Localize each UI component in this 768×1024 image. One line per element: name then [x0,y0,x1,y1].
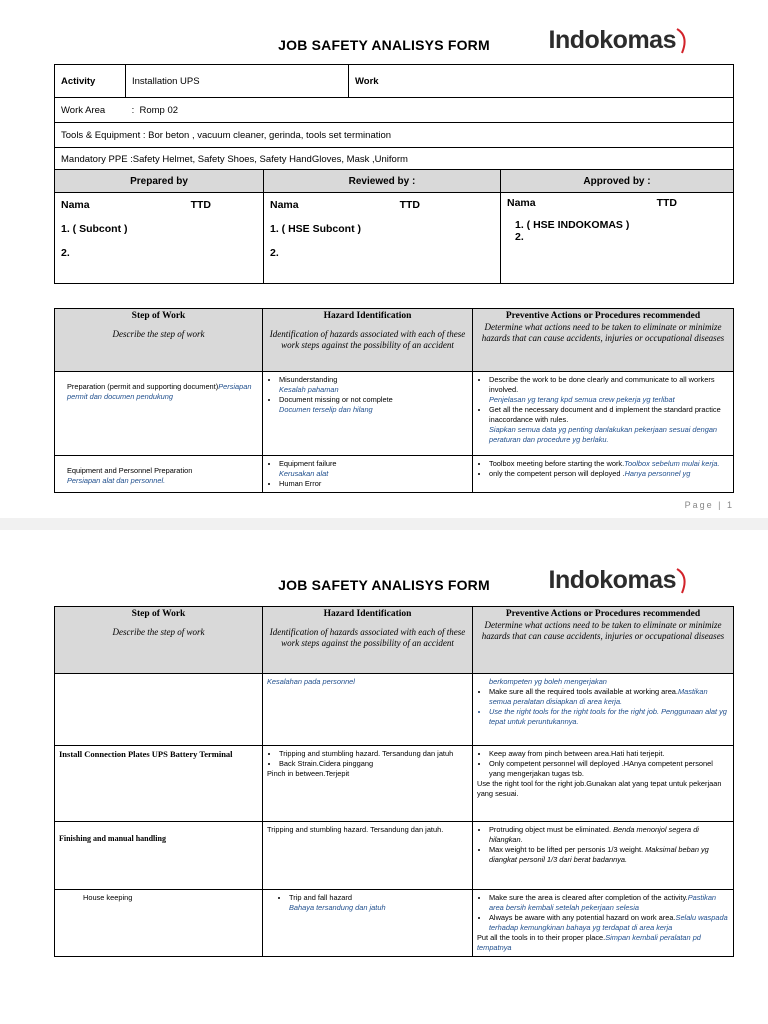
logo-text: Indokomas [548,26,676,54]
step-install-connection-plates: Install Connection Plates UPS Battery Terminal [55,746,263,822]
work-label: Work [349,65,734,98]
signature-table [54,169,734,284]
company-logo [549,26,690,56]
preventive-continued: berkompeten yg boleh mengerjakan • Make sure all the required tools available at working area.Mastikan semua peralatan disiapkan di area kerja. • Use the right tools for the right tools for the right job. Penggunaan alat yg tepat untuk peruntukannya. [473,674,734,746]
approved-by-cell [501,193,734,284]
form-title: JOB SAFETY ANALISYS FORM [278,37,490,53]
preventive-actions-header: Preventive Actions or Procedures recommended Determine what actions need to be taken to eliminate or minimize hazards that can cause accidents, injuries or occupational diseases [473,607,734,674]
nama-label: Nama [507,197,536,209]
reviewed-line-2: 2. [270,247,279,259]
ttd-label: TTD [399,199,420,211]
preventive-finishing-manual-handling: • Protruding object must be eliminated. Benda menonjol segera di hilangkan. • Max weight to be lifted per personis 1/3 weight. Maksimal beban yg diangkat personil 1/3 dari berat badannya. [473,822,734,890]
hazard-preparation: • Misunderstanding Kesalah pahaman • Document missing or not complete Documen terselip dan hilang [263,372,473,456]
step-finishing-manual-handling: Finishing and manual handling [55,822,263,890]
prepared-by-cell [55,193,264,284]
hazard-install-connection-plates: • Tripping and stumbling hazard. Tersandung dan jatuh • Back Strain.Cidera pinggang Pinch in between.Terjepit [263,746,473,822]
info-table [54,64,734,172]
step-equipment-personnel: Equipment and Personnel Preparation Persiapan alat dan personnel. [55,456,263,493]
company-logo [549,566,690,596]
nama-label: Nama [61,199,90,211]
step-house-keeping: House keeping [55,890,263,957]
step-of-work-header: Step of Work Describe the step of work [55,309,263,372]
prepared-line-2: 2. [61,247,70,259]
mandatory-ppe: Mandatory PPE :Safety Helmet, Safety Shoes, Safety HandGloves, Mask ,Uniform [55,148,734,172]
preventive-preparation: • Describe the work to be done clearly and communicate to all workers involved. Penjelasan yg terang kpd semua crew pekerja yg terlibat • Get all the necessary document and d implement the standard practice inaccordance with rules. Siapkan semua data yg penting danlakukan pekerjaan sesuai dengan peraturan dan procedure yg berlaku. [473,372,734,456]
page-separator [0,518,768,530]
logo-arc-icon [674,26,690,56]
activity-label: Activity [55,65,126,98]
hazard-finishing-manual-handling: Tripping and stumbling hazard. Tersandung dan jatuh. [263,822,473,890]
reviewed-by-cell [264,193,501,284]
ttd-label: TTD [190,199,211,211]
hazard-identification-header: Hazard Identification Identification of hazards associated with each of these work steps against the possibility of an accident [263,309,473,372]
work-area: Work Area : Romp 02 [55,98,734,123]
approved-line-2: 2. [515,231,524,243]
form-title: JOB SAFETY ANALISYS FORM [278,577,490,593]
preventive-equipment-personnel: • Toolbox meeting before starting the work.Toolbox sebelum mulai kerja. • only the competent person will deployed .Hanya personnel yg [473,456,734,493]
logo-arc-icon [674,566,690,596]
hazard-identification-header: Hazard Identification Identification of hazards associated with each of these work steps against the possibility of an accident [263,607,473,674]
approved-line-1: 1. ( HSE INDOKOMAS ) [515,219,630,231]
tools-equipment: Tools & Equipment : Bor beton , vacuum cleaner, gerinda, tools set termination [55,123,734,148]
step-continued [55,674,263,746]
prepared-line-1: 1. ( Subcont ) [61,223,128,235]
preventive-install-connection-plates: • Keep away from pinch between area.Hati hati terjepit. • Only competent personnel will deployed .HAnya competent personel yang mengerjakan tugas tsb. Use the right tool for the right job.Gunakan alat yang tepat untuk pekerjaan yang sesuai. [473,746,734,822]
activity-value: Installation UPS [126,65,349,98]
step-preparation: Preparation (permit and supporting document)Persiapan permit dan documen pendukung [55,372,263,456]
hazard-house-keeping: • Trip and fall hazard Bahaya tersandung dan jatuh [263,890,473,957]
approved-by-header: Approved by : [501,170,734,193]
prepared-by-header: Prepared by [55,170,264,193]
page-2 [0,530,768,1024]
preventive-actions-header: Preventive Actions or Procedures recommended Determine what actions need to be taken to eliminate or minimize hazards that can cause accidents, injuries or occupational diseases [473,309,734,372]
jsa-table-page-1 [54,308,734,493]
reviewed-by-header: Reviewed by : [264,170,501,193]
jsa-table-page-2 [54,606,734,957]
hazard-equipment-personnel: • Equipment failure Kerusakan alat • Human Error [263,456,473,493]
reviewed-line-1: 1. ( HSE Subcont ) [270,223,362,235]
page-number-1: Page | 1 [684,500,734,510]
nama-label: Nama [270,199,299,211]
hazard-continued: Kesalahan pada personnel [263,674,473,746]
preventive-house-keeping: • Make sure the area is cleared after completion of the activity.Pastikan area bersih kembali setelah pekerjaan selesia • Always be aware with any potential hazard on work area.Selalu waspada terhadap kemungkinan bahaya yg terdapat di area kerja Put all the tools in to their proper place.Simpan kembali peralatan pd tempatnya [473,890,734,957]
ttd-label: TTD [656,197,677,209]
step-of-work-header: Step of Work Describe the step of work [55,607,263,674]
logo-text: Indokomas [548,566,676,594]
